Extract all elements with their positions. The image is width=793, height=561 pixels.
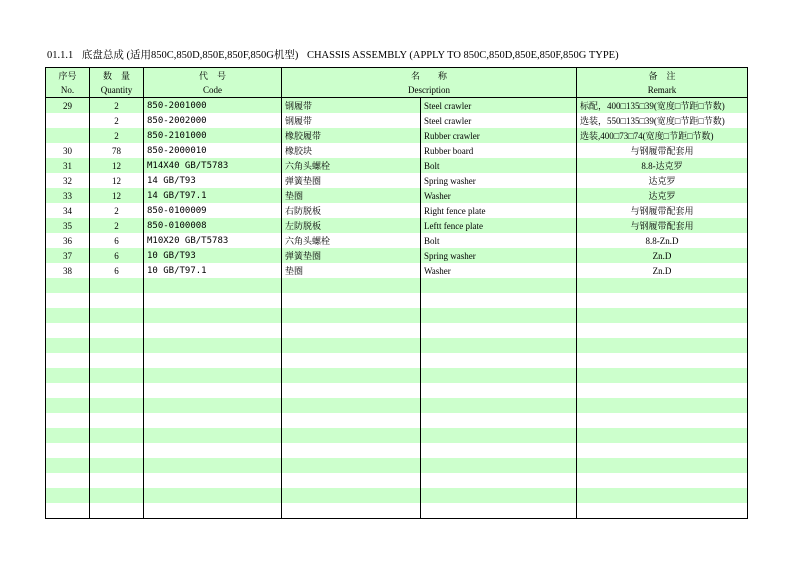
empty-cell	[421, 473, 577, 488]
cell-qty: 6	[90, 263, 144, 278]
empty-cell	[282, 443, 421, 458]
table-row	[46, 173, 748, 188]
empty-cell	[577, 458, 748, 473]
empty-row	[46, 503, 748, 519]
empty-cell	[577, 353, 748, 368]
cell-remark: Zn.D	[577, 263, 748, 278]
empty-cell	[282, 503, 421, 519]
cell-name-cn: 垫圈	[282, 188, 421, 203]
empty-row	[46, 278, 748, 293]
cell-code: 850-2000010	[144, 143, 282, 158]
cell-remark: 选装，550□135□39(宽度□节距□节数)	[577, 113, 748, 128]
empty-cell	[144, 443, 282, 458]
empty-cell	[577, 473, 748, 488]
cell-qty: 6	[90, 248, 144, 263]
empty-cell	[282, 473, 421, 488]
empty-cell	[577, 383, 748, 398]
empty-cell	[144, 338, 282, 353]
empty-cell	[144, 473, 282, 488]
empty-cell	[421, 488, 577, 503]
header-row-cn	[46, 68, 748, 84]
empty-row	[46, 293, 748, 308]
empty-cell	[282, 383, 421, 398]
empty-cell	[421, 368, 577, 383]
title-en: CHASSIS ASSEMBLY (APPLY TO 850C,850D,850E,850F,850G TYPE)	[306, 50, 619, 61]
cell-no: 38	[46, 263, 90, 278]
parts-table	[45, 67, 748, 519]
empty-cell	[577, 503, 748, 519]
cell-remark: 8.8-Zn.D	[577, 233, 748, 248]
empty-row	[46, 473, 748, 488]
empty-row	[46, 383, 748, 398]
cell-name-cn: 右防脱板	[282, 203, 421, 218]
empty-row	[46, 308, 748, 323]
empty-cell	[421, 278, 577, 293]
empty-cell	[46, 473, 90, 488]
empty-cell	[577, 368, 748, 383]
empty-cell	[90, 308, 144, 323]
cell-remark: Zn.D	[577, 248, 748, 263]
cell-remark: 与钢履带配套用	[577, 143, 748, 158]
table-row	[46, 128, 748, 143]
cell-no: 30	[46, 143, 90, 158]
empty-row	[46, 323, 748, 338]
cell-qty: 12	[90, 188, 144, 203]
cell-name-en: Right fence plate	[421, 203, 577, 218]
cell-qty: 2	[90, 113, 144, 128]
empty-cell	[577, 308, 748, 323]
empty-cell	[421, 308, 577, 323]
cell-remark: 达克罗	[577, 173, 748, 188]
table-row	[46, 218, 748, 233]
cell-no: 36	[46, 233, 90, 248]
empty-cell	[577, 428, 748, 443]
empty-cell	[90, 323, 144, 338]
empty-cell	[144, 278, 282, 293]
cell-qty: 6	[90, 233, 144, 248]
cell-qty: 2	[90, 98, 144, 114]
empty-cell	[46, 413, 90, 428]
section-number: 01.1.1	[47, 50, 74, 61]
cell-remark: 与钢履带配套用	[577, 203, 748, 218]
empty-cell	[46, 368, 90, 383]
cell-remark: 8.8-达克罗	[577, 158, 748, 173]
cell-name-en: Steel crawler	[421, 98, 577, 114]
empty-cell	[46, 308, 90, 323]
empty-cell	[46, 338, 90, 353]
cell-name-en: Bolt	[421, 233, 577, 248]
empty-cell	[282, 278, 421, 293]
header-qty-cn: 数 量	[90, 68, 144, 84]
header-no-en: No.	[46, 83, 90, 98]
cell-name-en: Rubber crawler	[421, 128, 577, 143]
empty-cell	[90, 338, 144, 353]
cell-code: 850-0100008	[144, 218, 282, 233]
empty-cell	[282, 353, 421, 368]
empty-cell	[421, 443, 577, 458]
empty-cell	[144, 488, 282, 503]
cell-name-en: Washer	[421, 188, 577, 203]
parts-body	[46, 98, 748, 519]
cell-name-cn: 六角头螺栓	[282, 233, 421, 248]
empty-cell	[144, 413, 282, 428]
cell-qty: 2	[90, 218, 144, 233]
empty-cell	[90, 428, 144, 443]
cell-name-cn: 钢履带	[282, 113, 421, 128]
cell-qty: 12	[90, 173, 144, 188]
empty-cell	[282, 293, 421, 308]
empty-cell	[577, 338, 748, 353]
cell-name-cn: 弹簧垫圈	[282, 248, 421, 263]
empty-cell	[46, 458, 90, 473]
cell-code: M14X40 GB/T5783	[144, 158, 282, 173]
empty-cell	[421, 338, 577, 353]
cell-name-en: Washer	[421, 263, 577, 278]
empty-cell	[421, 458, 577, 473]
empty-cell	[421, 503, 577, 519]
cell-name-en: Leftt fence plate	[421, 218, 577, 233]
cell-code: 10 GB/T93	[144, 248, 282, 263]
empty-cell	[421, 293, 577, 308]
cell-no: 34	[46, 203, 90, 218]
cell-no: 29	[46, 98, 90, 114]
empty-row	[46, 443, 748, 458]
empty-cell	[90, 293, 144, 308]
empty-cell	[577, 488, 748, 503]
empty-row	[46, 338, 748, 353]
empty-cell	[282, 413, 421, 428]
header-name-en: Description	[282, 83, 577, 98]
empty-cell	[144, 323, 282, 338]
empty-row	[46, 368, 748, 383]
empty-cell	[90, 473, 144, 488]
empty-cell	[46, 488, 90, 503]
cell-name-cn: 橡胶块	[282, 143, 421, 158]
empty-cell	[46, 503, 90, 519]
empty-row	[46, 488, 748, 503]
empty-cell	[144, 368, 282, 383]
empty-cell	[421, 413, 577, 428]
empty-cell	[421, 428, 577, 443]
table-row	[46, 248, 748, 263]
cell-qty: 12	[90, 158, 144, 173]
empty-cell	[46, 293, 90, 308]
header-qty-en: Quantity	[90, 83, 144, 98]
cell-remark: 标配，400□135□39(宽度□节距□节数)	[577, 98, 748, 114]
cell-remark: 与钢履带配套用	[577, 218, 748, 233]
empty-cell	[144, 353, 282, 368]
empty-cell	[282, 488, 421, 503]
empty-cell	[90, 488, 144, 503]
cell-name-cn: 六角头螺栓	[282, 158, 421, 173]
empty-cell	[90, 368, 144, 383]
empty-cell	[46, 443, 90, 458]
empty-cell	[282, 458, 421, 473]
table-row	[46, 98, 748, 114]
empty-cell	[577, 413, 748, 428]
cell-no: 37	[46, 248, 90, 263]
cell-no	[46, 113, 90, 128]
cell-no: 31	[46, 158, 90, 173]
empty-cell	[421, 398, 577, 413]
empty-cell	[421, 383, 577, 398]
empty-row	[46, 353, 748, 368]
header-row-en	[46, 83, 748, 98]
cell-no: 35	[46, 218, 90, 233]
empty-cell	[421, 323, 577, 338]
empty-cell	[46, 278, 90, 293]
table-row	[46, 158, 748, 173]
empty-cell	[144, 458, 282, 473]
empty-cell	[90, 413, 144, 428]
table-row	[46, 188, 748, 203]
empty-cell	[577, 293, 748, 308]
title-cn: 底盘总成 (适用850C,850D,850E,850F,850G机型)	[81, 50, 299, 61]
empty-cell	[577, 443, 748, 458]
cell-name-en: Steel crawler	[421, 113, 577, 128]
table-row	[46, 233, 748, 248]
cell-remark: 达克罗	[577, 188, 748, 203]
empty-cell	[282, 368, 421, 383]
empty-cell	[46, 428, 90, 443]
cell-qty: 2	[90, 203, 144, 218]
cell-code: 850-2001000	[144, 98, 282, 114]
empty-cell	[144, 398, 282, 413]
empty-cell	[282, 308, 421, 323]
empty-cell	[46, 353, 90, 368]
table-row	[46, 113, 748, 128]
empty-row	[46, 428, 748, 443]
empty-cell	[90, 383, 144, 398]
cell-name-en: Rubber board	[421, 143, 577, 158]
empty-cell	[144, 308, 282, 323]
header-no-cn: 序号	[46, 68, 90, 84]
empty-cell	[46, 323, 90, 338]
empty-cell	[421, 353, 577, 368]
empty-cell	[90, 458, 144, 473]
header-code-cn: 代 号	[144, 68, 282, 84]
cell-name-cn: 左防脱板	[282, 218, 421, 233]
table-row	[46, 143, 748, 158]
cell-no: 33	[46, 188, 90, 203]
empty-cell	[90, 278, 144, 293]
empty-row	[46, 398, 748, 413]
empty-cell	[90, 353, 144, 368]
cell-qty: 78	[90, 143, 144, 158]
empty-cell	[282, 398, 421, 413]
empty-cell	[144, 428, 282, 443]
cell-code: 850-2101000	[144, 128, 282, 143]
cell-name-en: Spring washer	[421, 248, 577, 263]
header-remark-en: Remark	[577, 83, 748, 98]
empty-row	[46, 413, 748, 428]
empty-cell	[90, 398, 144, 413]
empty-cell	[282, 323, 421, 338]
empty-row	[46, 458, 748, 473]
empty-cell	[144, 383, 282, 398]
cell-name-cn: 垫圈	[282, 263, 421, 278]
cell-name-cn: 橡胶履带	[282, 128, 421, 143]
cell-no: 32	[46, 173, 90, 188]
cell-no	[46, 128, 90, 143]
header-code-en: Code	[144, 83, 282, 98]
empty-cell	[282, 428, 421, 443]
empty-cell	[282, 338, 421, 353]
empty-cell	[90, 503, 144, 519]
cell-qty: 2	[90, 128, 144, 143]
empty-cell	[144, 503, 282, 519]
empty-cell	[46, 398, 90, 413]
header-name-cn: 名 称	[282, 68, 577, 84]
cell-code: 14 GB/T97.1	[144, 188, 282, 203]
empty-cell	[577, 278, 748, 293]
empty-cell	[90, 443, 144, 458]
cell-code: 850-0100009	[144, 203, 282, 218]
cell-code: 850-2002000	[144, 113, 282, 128]
cell-name-cn: 钢履带	[282, 98, 421, 114]
empty-cell	[577, 323, 748, 338]
empty-cell	[46, 383, 90, 398]
header-remark-cn: 备 注	[577, 68, 748, 84]
cell-code: 10 GB/T97.1	[144, 263, 282, 278]
cell-name-cn: 弹簧垫圈	[282, 173, 421, 188]
table-row	[46, 263, 748, 278]
cell-code: 14 GB/T93	[144, 173, 282, 188]
cell-name-en: Bolt	[421, 158, 577, 173]
page-title	[47, 47, 625, 62]
cell-code: M10X20 GB/T5783	[144, 233, 282, 248]
cell-remark: 选装,400□73□74(宽度□节距□节数)	[577, 128, 748, 143]
empty-cell	[577, 398, 748, 413]
empty-cell	[144, 293, 282, 308]
table-row	[46, 203, 748, 218]
cell-name-en: Spring washer	[421, 173, 577, 188]
